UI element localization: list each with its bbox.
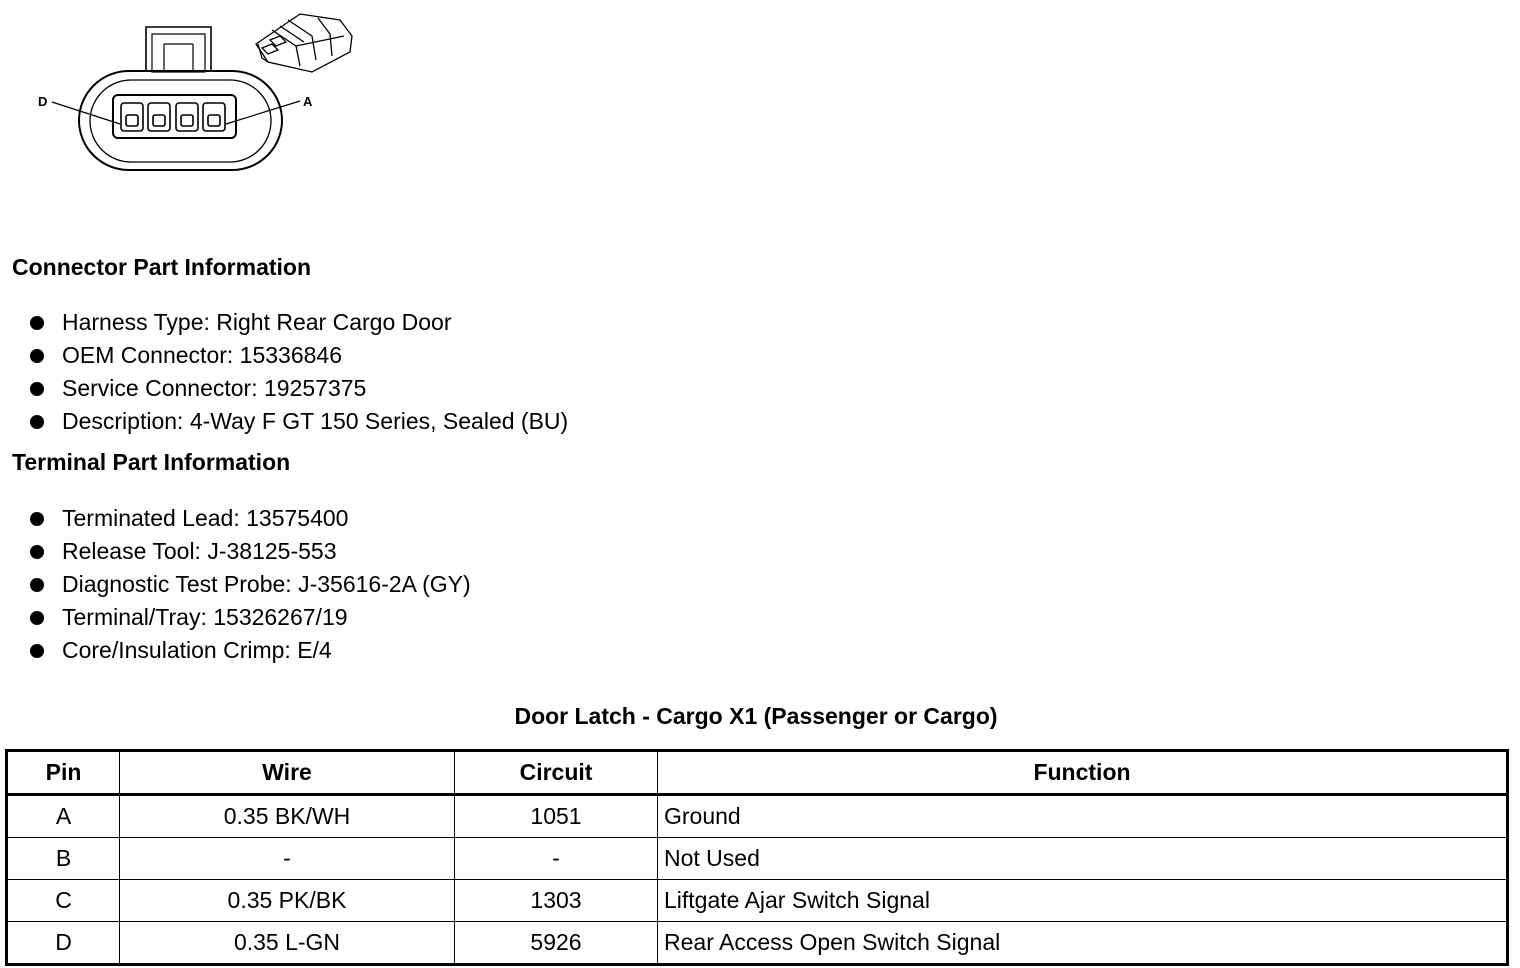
bullet-icon <box>30 512 44 526</box>
header-wire: Wire <box>120 751 455 795</box>
bullet-icon <box>30 316 44 330</box>
bullet-icon <box>30 382 44 396</box>
cell-pin: A <box>7 795 120 838</box>
cell-wire: 0.35 L-GN <box>120 922 455 965</box>
pin-label-a: A <box>303 94 313 109</box>
connector-info-list <box>28 306 568 438</box>
list-item <box>28 634 471 667</box>
bullet-icon <box>30 611 44 625</box>
cell-pin: C <box>7 880 120 922</box>
cell-wire: 0.35 BK/WH <box>120 795 455 838</box>
list-item <box>28 601 471 634</box>
terminated-lead: Terminated Lead: 13575400 <box>62 505 349 531</box>
diagnostic-test-probe: Diagnostic Test Probe: J-35616-2A (GY) <box>62 571 471 597</box>
release-tool: Release Tool: J-38125-553 <box>62 538 337 564</box>
bullet-icon <box>30 644 44 658</box>
cell-function: Rear Access Open Switch Signal <box>658 922 1508 965</box>
header-pin: Pin <box>7 751 120 795</box>
header-function: Function <box>658 751 1508 795</box>
core-insulation-crimp: Core/Insulation Crimp: E/4 <box>62 637 332 663</box>
pin-table <box>5 749 1509 966</box>
terminal-info-list <box>28 502 471 667</box>
cell-circuit: 1303 <box>455 880 658 922</box>
bullet-icon <box>30 545 44 559</box>
pin-label-d: D <box>38 94 48 109</box>
bullet-icon <box>30 415 44 429</box>
header-circuit: Circuit <box>455 751 658 795</box>
cell-wire: 0.35 PK/BK <box>120 880 455 922</box>
table-row <box>7 795 1508 838</box>
list-item <box>28 405 568 438</box>
cell-wire: - <box>120 838 455 880</box>
description: Description: 4-Way F GT 150 Series, Sealed (BU) <box>62 408 569 434</box>
list-item <box>28 568 471 601</box>
cell-function: Not Used <box>658 838 1508 880</box>
harness-type: Harness Type: Right Rear Cargo Door <box>62 309 452 335</box>
oem-connector: OEM Connector: 15336846 <box>62 342 343 368</box>
list-item <box>28 306 568 339</box>
service-connector: Service Connector: 19257375 <box>62 375 367 401</box>
cell-pin: B <box>7 838 120 880</box>
list-item <box>28 535 471 568</box>
cell-circuit: 5926 <box>455 922 658 965</box>
connector-section-title: Connector Part Information <box>12 254 312 280</box>
terminal-tray: Terminal/Tray: 15326267/19 <box>62 604 348 630</box>
terminal-section-title: Terminal Part Information <box>12 449 291 475</box>
list-item <box>28 502 471 535</box>
cell-circuit: - <box>455 838 658 880</box>
cell-function: Ground <box>658 795 1508 838</box>
connector-diagram <box>0 0 400 200</box>
cell-pin: D <box>7 922 120 965</box>
table-row <box>7 880 1508 922</box>
table-row <box>7 922 1508 965</box>
bullet-icon <box>30 578 44 592</box>
bullet-icon <box>30 349 44 363</box>
cell-circuit: 1051 <box>455 795 658 838</box>
pin-table-title: Door Latch - Cargo X1 (Passenger or Cargo) <box>514 703 998 729</box>
list-item <box>28 372 568 405</box>
table-row <box>7 838 1508 880</box>
list-item <box>28 339 568 372</box>
cell-function: Liftgate Ajar Switch Signal <box>658 880 1508 922</box>
table-header-row <box>7 751 1508 795</box>
